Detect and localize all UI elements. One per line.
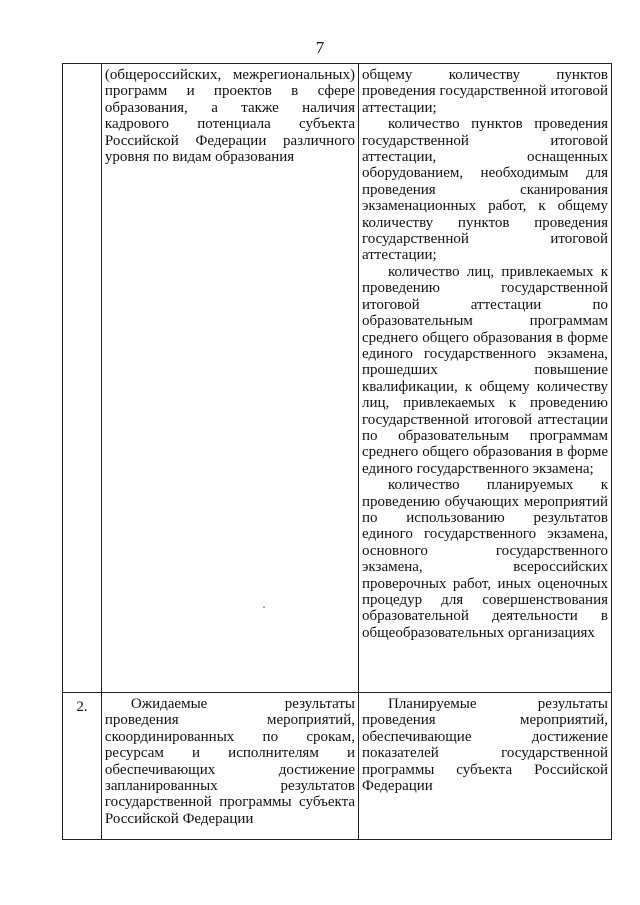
document-table (62, 63, 612, 840)
indicators-cell (358, 64, 611, 693)
scan-speck (263, 606, 265, 608)
criteria-cell (101, 64, 358, 693)
indicator-paragraph: Планируемые результаты проведения мероприятий, обеспечивающие достижение показателей государственной программы субъекта Российской Федерации (361, 696, 608, 795)
criteria-text: Ожидаемые результаты проведения мероприятий, скоординированных по срокам, ресурсам и исполнителям и обеспечивающих достижение запланированных результатов государственной программы субъекта Российской Федерации (104, 696, 355, 827)
criteria-cell (101, 693, 358, 840)
indicator-paragraph: количество лиц, привлекаемых к проведению государственной итоговой аттестации по образовательным программам среднего общего образования в форме единого государственного экзамена, прошедших повышение квалификации, к общему количеству лиц, привлекаемых к проведению государственной итоговой аттестации по образовательным программам среднего общего образования в форме единого государственного экзамена; (361, 263, 608, 477)
criteria-text: (общероссийских, межрегиональных) программ и проектов в сфере образования, а также наличия кадрового потенциала субъекта Российской Федерации различного уровня по видам образования (104, 67, 355, 166)
row-number-cell: 2. (63, 693, 102, 840)
indicator-paragraph: количество планируемых к проведению обучающих мероприятий по использованию результатов единого государственного экзамена, основного государственного экзамена, всероссийских проверочных работ, иных оценочных процедур для совершенствования образовательной деятельности в общеобразовательных организациях (361, 477, 608, 641)
row-number-cell (63, 64, 102, 693)
table-row (63, 64, 612, 693)
page-number: 7 (315, 38, 325, 57)
indicator-paragraph: количество пунктов проведения государственной итоговой аттестации, оснащенных оборудованием, необходимым для проведения сканирования экзаменационных работ, к общему количеству пунктов проведения государственной итоговой аттестации; (361, 116, 608, 264)
table-row (63, 693, 612, 840)
indicators-cell (358, 693, 611, 840)
indicator-paragraph: общему количеству пунктов проведения государственной итоговой аттестации; (361, 67, 608, 116)
